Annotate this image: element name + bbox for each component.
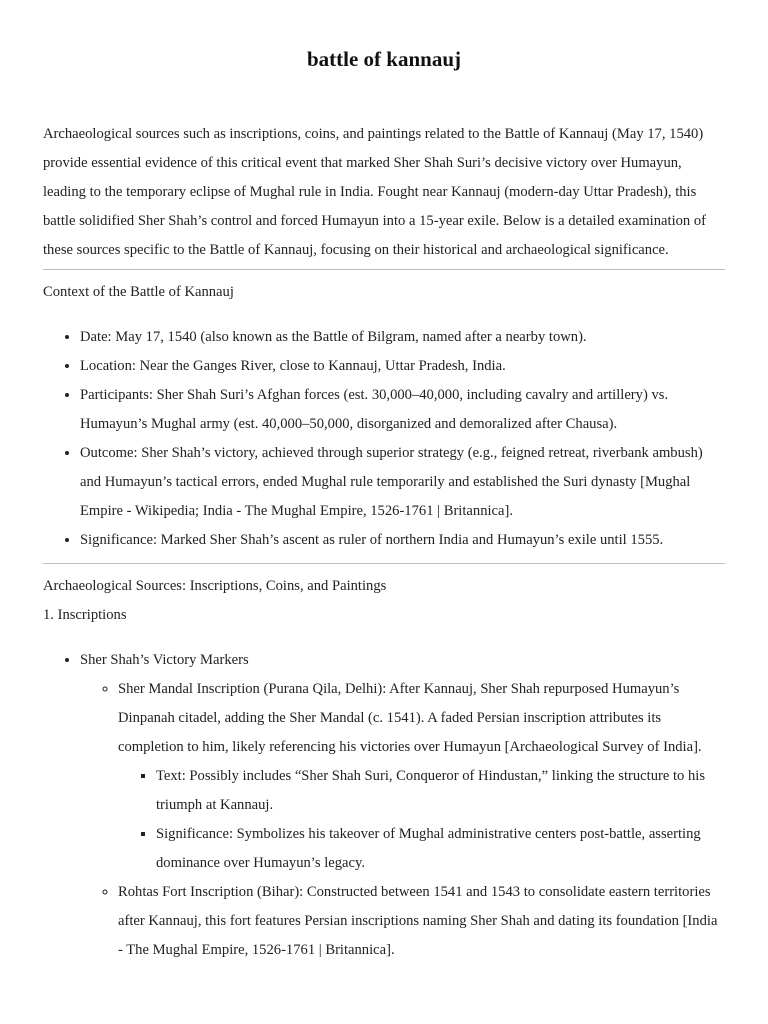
sher-mandal-details bbox=[118, 762, 725, 878]
inscriptions-subheading: 1. Inscriptions bbox=[43, 607, 127, 623]
context-item-participants: • Participants: Sher Shah Suri’s Afghan forces (est. 30,000–40,000, including cavalry and artillery) vs. Humayun’s Mughal army (est. 40,000–50,000, disorganized and demoralized after Chausa). bbox=[80, 381, 725, 439]
section-divider bbox=[43, 563, 725, 564]
section-divider bbox=[43, 269, 725, 270]
page-title: battle of kannauj bbox=[306, 47, 462, 71]
list-item bbox=[80, 646, 725, 965]
context-item-date: • Date: May 17, 1540 (also known as the Battle of Bilgram, named after a nearby town). bbox=[80, 323, 725, 352]
context-list bbox=[43, 323, 725, 555]
rohtas-fort-item: ◦ Rohtas Fort Inscription (Bihar): Constructed between 1541 and 1543 to consolidate eastern territories after Kannauj, this fort features Persian inscriptions naming Sher Shah and dating its foundation [India - The Mughal Empire, 1526-1761 | Britannica]. bbox=[118, 878, 725, 965]
victory-markers-label: Sher Shah’s Victory Markers bbox=[80, 652, 249, 668]
context-item-significance: • Significance: Marked Sher Shah’s ascent as ruler of northern India and Humayun’s exile until 1555. bbox=[80, 526, 725, 555]
context-item-location: • Location: Near the Ganges River, close to Kannauj, Uttar Pradesh, India. bbox=[80, 352, 725, 381]
sher-mandal-text: Sher Mandal Inscription (Purana Qila, Delhi): After Kannauj, Sher Shah repurposed Humayun’s Dinpanah citadel, adding the Sher Mandal (c. 1541). A faded Persian inscription attributes its completion to him, likely referencing his victories over Humayun [Archaeological Survey of India]. bbox=[118, 681, 702, 755]
sher-mandal-detail-text: ▪ Text: Possibly includes “Sher Shah Suri, Conqueror of Hindustan,” linking the structure to his triumph at Kannauj. bbox=[156, 762, 725, 820]
inscriptions-list bbox=[43, 646, 725, 965]
list-item bbox=[118, 675, 725, 878]
context-heading: Context of the Battle of Kannauj bbox=[43, 284, 234, 300]
victory-markers-list bbox=[80, 675, 725, 965]
intro-paragraph: Archaeological sources such as inscriptions, coins, and paintings related to the Battle of Kannauj (May 17, 1540) provide essential evidence of this critical event that marked Sher Shah Suri’s decisive victory over Humayun, leading to the temporary eclipse of Mughal rule in India. Fought near Kannauj (modern-day Uttar Pradesh), this battle solidified Sher Shah’s control and forced Humayun into a 15-year exile. Below is a detailed examination of these sources specific to the Battle of Kannauj, focusing on their historical and archaeological significance. bbox=[43, 126, 707, 258]
context-item-outcome: • Outcome: Sher Shah’s victory, achieved through superior strategy (e.g., feigned retreat, riverbank ambush) and Humayun’s tactical errors, ended Mughal rule temporarily and established the Suri dynasty [Mughal Empire - Wikipedia; India - The Mughal Empire, 1526-1761 | Britannica]. bbox=[80, 439, 725, 526]
sher-mandal-detail-significance: ▪ Significance: Symbolizes his takeover of Mughal administrative centers post-battle, asserting dominance over Humayun’s legacy. bbox=[156, 820, 725, 878]
sources-heading: Archaeological Sources: Inscriptions, Coins, and Paintings bbox=[43, 578, 387, 594]
